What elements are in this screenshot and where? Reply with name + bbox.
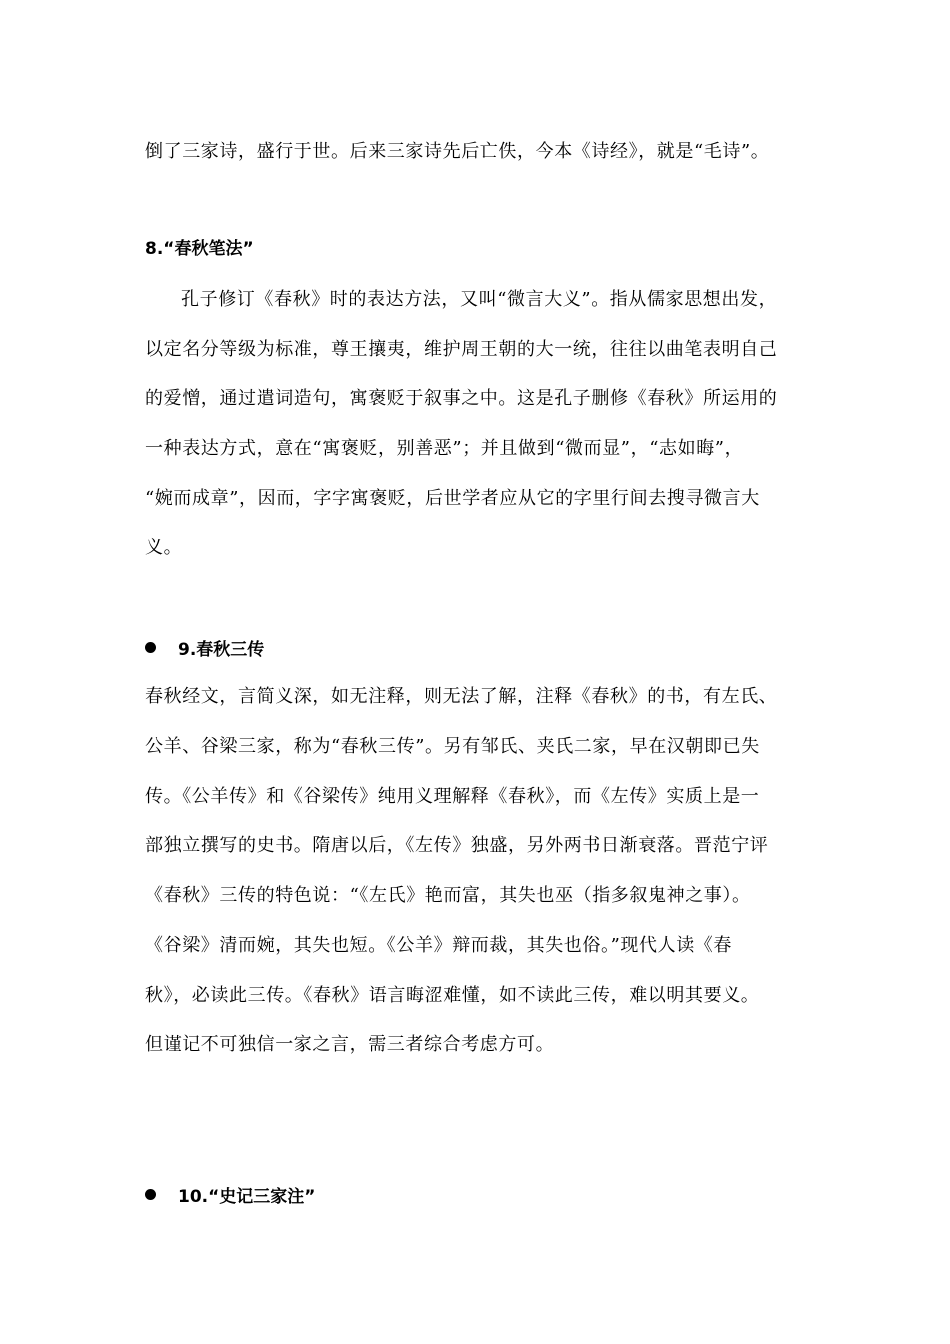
section-heading-9-label: 9.春秋三传	[178, 639, 265, 660]
paragraph-line: 传。《公羊传》和《谷梁传》纯用义理解释《春秋》，而《左传》实质上是一	[145, 786, 760, 807]
paragraph-line: 春秋经文，言简义深，如无注释，则无法了解，注释《春秋》的书，有左氏、	[145, 686, 778, 707]
paragraph-line: 秋》，必读此三传。《春秋》语言晦涩难懂，如不读此三传，难以明其要义。	[145, 985, 760, 1006]
paragraph-line: 《春秋》三传的特色说：“《左氏》艳而富，其失也巫（指多叙鬼神之事）。	[145, 885, 751, 906]
section-heading-8: 8.“春秋笔法”	[145, 239, 254, 259]
section-heading-9	[145, 634, 264, 660]
bullet-icon	[145, 1189, 156, 1200]
paragraph-line: 但谨记不可独信一家之言，需三者综合考虑方可。	[145, 1034, 555, 1055]
paragraph-line: 以定名分等级为标准，尊王攘夷，维护周王朝的大一统，往往以曲笔表明自己	[145, 339, 778, 360]
paragraph-line: “婉而成章”，因而，字字寓褒贬，后世学者应从它的字里行间去搜寻微言大	[145, 488, 760, 509]
section-heading-10-label: 10.“史记三家注”	[178, 1186, 316, 1207]
paragraph-line: 的爱憎，通过遣词造句，寓褒贬于叙事之中。这是孔子删修《春秋》所运用的	[145, 388, 778, 409]
paragraph-line: 公羊、谷梁三家，称为“春秋三传”。另有邹氏、夹氏二家，早在汉朝即已失	[145, 736, 760, 757]
paragraph-line: 一种表达方式，意在“寓褒贬，别善恶”；并且做到“微而显”，“志如晦”，	[145, 438, 744, 459]
paragraph-line: 部独立撰写的史书。隋唐以后，《左传》独盛，另外两书日渐衰落。晋范宁评	[145, 835, 769, 856]
bullet-icon	[145, 642, 156, 653]
paragraph-line: 孔子修订《春秋》时的表达方法，又叫“微言大义”。指从儒家思想出发，	[181, 289, 778, 310]
paragraph-line: 义。	[145, 537, 183, 558]
section-heading-10	[145, 1181, 315, 1207]
paragraph-line: 倒了三家诗，盛行于世。后来三家诗先后亡佚，今本《诗经》，就是“毛诗”。	[145, 141, 770, 162]
paragraph-line: 《谷梁》清而婉，其失也短。《公羊》辩而裁，其失也俗。”现代人读《春	[145, 935, 732, 956]
